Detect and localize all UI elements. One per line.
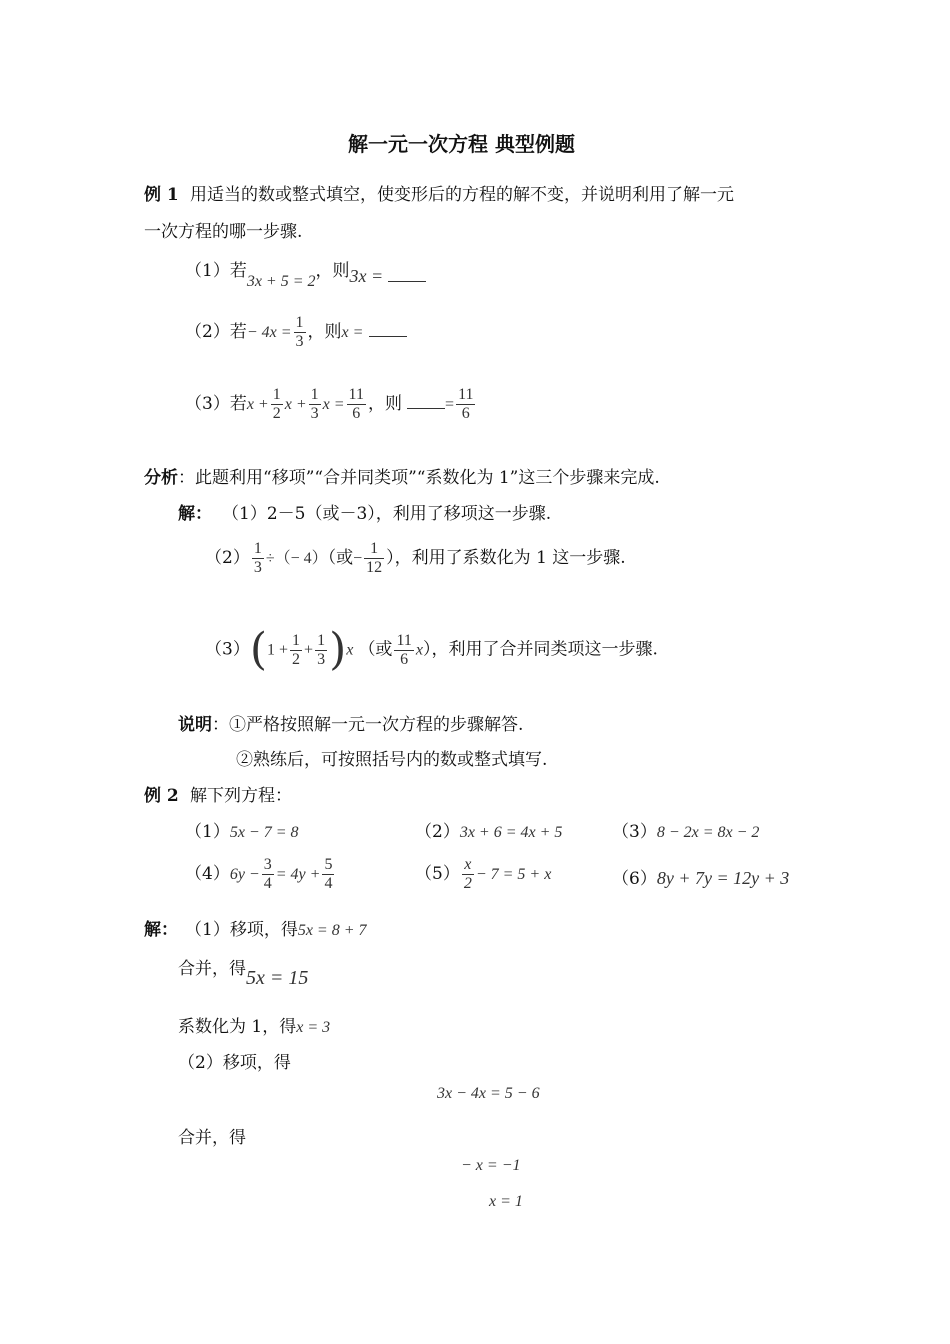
q1-equation: 3x + 5 = 2 <box>246 273 316 290</box>
solution-2-step-4: （2）移项，得 <box>178 1053 291 1073</box>
q3-ans-den: 6 <box>461 405 470 422</box>
q1-lhs: 3x = <box>349 266 384 286</box>
example-1-text: 用适当的数或整式填空，使变形后的方程的解不变，并说明利用了解一元 <box>190 185 734 205</box>
q3-rhs <box>347 386 366 423</box>
solution-2-step-1 <box>185 915 367 940</box>
q3-x2: x + <box>284 396 307 413</box>
a3-or: （或 <box>358 639 393 660</box>
s2-eq: 5x = 15 <box>246 967 309 989</box>
p4-f1-den: 4 <box>263 875 272 892</box>
left-paren-icon: ( <box>249 624 267 675</box>
problem-6 <box>612 864 789 889</box>
q3-f2-den: 3 <box>310 405 319 422</box>
a3-f1-num: 1 <box>292 631 301 649</box>
problem-3 <box>612 817 759 842</box>
q2-num: 1 <box>295 314 304 331</box>
a2-suffix: ），利用了系数化为 1 这一步骤. <box>386 548 626 568</box>
p4-fraction-1 <box>262 856 274 893</box>
ex1-question-1 <box>185 256 426 290</box>
example-1-text-cont: 一次方程的哪一步骤. <box>144 222 303 242</box>
a2-neg: − <box>353 550 363 567</box>
a3-x: x <box>346 641 354 659</box>
p3-label: （3） <box>612 822 657 842</box>
q3-fraction-1 <box>271 386 283 423</box>
a2-den: 3 <box>253 559 262 576</box>
a3-plus: + <box>304 641 314 659</box>
s4-eq: 3x − 4x = 5 − 6 <box>437 1085 540 1102</box>
q2-den: 3 <box>295 333 304 350</box>
q3-mid: ，则 <box>367 394 402 414</box>
p5-den: 2 <box>463 875 472 892</box>
problem-5 <box>415 856 551 893</box>
q3-prefix: （3）若 <box>185 394 247 414</box>
solution-1-answer-1: （1）2－5（或－3），利用了移项这一步骤. <box>222 504 552 524</box>
problem-2 <box>415 817 562 842</box>
a3-prefix: （3） <box>205 639 250 660</box>
a3-fraction-1 <box>290 632 302 669</box>
right-paren-icon: ) <box>329 624 347 675</box>
ex1-question-3 <box>185 386 477 423</box>
q1-mid: ，则 <box>315 261 350 281</box>
a2-div: ÷（− 4） <box>265 550 328 567</box>
analysis <box>144 463 660 488</box>
q3-ans-num: 11 <box>458 386 474 403</box>
a3-alt-num: 11 <box>396 631 412 649</box>
s1-eq: 5x = 8 + 7 <box>297 922 367 939</box>
analysis-text: ：此题利用“移项”“合并同类项”“系数化为 1”这三个步骤来完成. <box>178 468 660 488</box>
solution-2-step-5: 合并，得 <box>178 1128 246 1148</box>
q3-blank <box>407 394 445 409</box>
a3-fraction-2 <box>315 632 327 669</box>
a3-f2-den: 3 <box>317 650 326 668</box>
p5-num: x <box>462 856 474 875</box>
a2-num: 1 <box>253 540 262 557</box>
note-label: 说明 <box>178 715 212 735</box>
solution-2-step-3 <box>178 1012 330 1037</box>
q2-lhs: − 4x = <box>246 324 292 341</box>
q2-mid: ，则 <box>307 322 342 342</box>
q3-f1-num: 1 <box>272 386 281 403</box>
solution-1-answer-3 <box>205 624 658 675</box>
p1-label: （1） <box>185 822 230 842</box>
q3-rhs-num: 11 <box>348 386 364 403</box>
note <box>178 710 523 735</box>
q2-blank <box>369 322 407 337</box>
ex1-question-2 <box>185 314 407 351</box>
s5-eq-2: x = 1 <box>489 1193 523 1210</box>
p3-eq: 8 − 2x = 8x − 2 <box>656 824 760 841</box>
a2-prefix: （2） <box>205 548 250 568</box>
p4-a: 6y − <box>229 866 260 883</box>
q3-answer <box>456 386 475 423</box>
a3-f2-num: 1 <box>317 631 326 649</box>
solution-2-label: 解： <box>144 920 178 940</box>
problem-4 <box>185 856 336 893</box>
a3-alt-x: x <box>415 641 423 659</box>
p5-label: （5） <box>415 864 460 884</box>
a3-one: 1 + <box>267 641 289 659</box>
p4-label: （4） <box>185 864 230 884</box>
s2-text: 合并，得 <box>178 959 246 979</box>
a3-alt-den: 6 <box>400 650 409 668</box>
q3-eq: = <box>445 396 455 413</box>
note-line-2: ②熟练后，可按照括号内的数或整式填写. <box>236 750 548 770</box>
q3-x1: x + <box>246 396 269 413</box>
a3-f1-den: 2 <box>292 650 301 668</box>
a2-alt-den: 12 <box>366 559 383 576</box>
s3-eq: x = 3 <box>296 1019 331 1036</box>
p4-f1-num: 3 <box>263 856 272 873</box>
a3-suffix: ），利用了合并同类项这一步骤. <box>422 639 658 660</box>
note-line-1: ：①严格按照解一元一次方程的步骤解答. <box>212 715 524 735</box>
solution-1-answer-2 <box>205 540 626 577</box>
p6-eq: 8y + 7y = 12y + 3 <box>656 868 790 888</box>
s3-text: 系数化为 1，得 <box>178 1017 297 1037</box>
analysis-label: 分析 <box>144 468 178 488</box>
a2-alt-fraction <box>364 540 384 577</box>
p1-eq: 5x − 7 = 8 <box>229 824 299 841</box>
q3-f1-den: 2 <box>272 405 281 422</box>
q1-prefix: （1）若 <box>185 261 247 281</box>
p2-eq: 3x + 6 = 4x + 5 <box>459 824 563 841</box>
example-2-label: 例 2 <box>144 786 179 806</box>
q3-fraction-2 <box>309 386 321 423</box>
example-2-text: 解下列方程： <box>190 786 292 806</box>
a2-alt-num: 1 <box>364 540 384 559</box>
p5-fraction <box>462 856 474 893</box>
a3-alt-fraction <box>394 632 413 669</box>
q2-var: x = <box>341 324 364 341</box>
problem-1 <box>185 817 299 842</box>
solution-1-label: 解： <box>178 504 212 524</box>
p4-fraction-2 <box>322 856 334 893</box>
a2-fraction <box>252 540 264 577</box>
a2-or: （或 <box>327 548 354 568</box>
p4-f2-num: 5 <box>324 856 333 873</box>
q3-rhs-den: 6 <box>352 405 361 422</box>
q2-fraction <box>294 314 306 351</box>
p2-label: （2） <box>415 822 460 842</box>
s5-eq-1: − x = −1 <box>461 1157 521 1174</box>
page-title: 解一元一次方程 典型例题 <box>348 132 575 156</box>
q3-x3: x = <box>322 396 345 413</box>
p6-label: （6） <box>612 869 657 889</box>
q3-f2-num: 1 <box>310 386 319 403</box>
s1-text: （1）移项，得 <box>185 920 298 940</box>
p4-f2-den: 4 <box>324 875 333 892</box>
p5-rest: − 7 = 5 + x <box>475 866 552 883</box>
q2-prefix: （2）若 <box>185 322 247 342</box>
example-1-label: 例 1 <box>144 185 179 205</box>
q1-blank <box>388 267 426 282</box>
p4-b: = 4y + <box>275 866 321 883</box>
solution-2-step-2 <box>178 954 309 989</box>
